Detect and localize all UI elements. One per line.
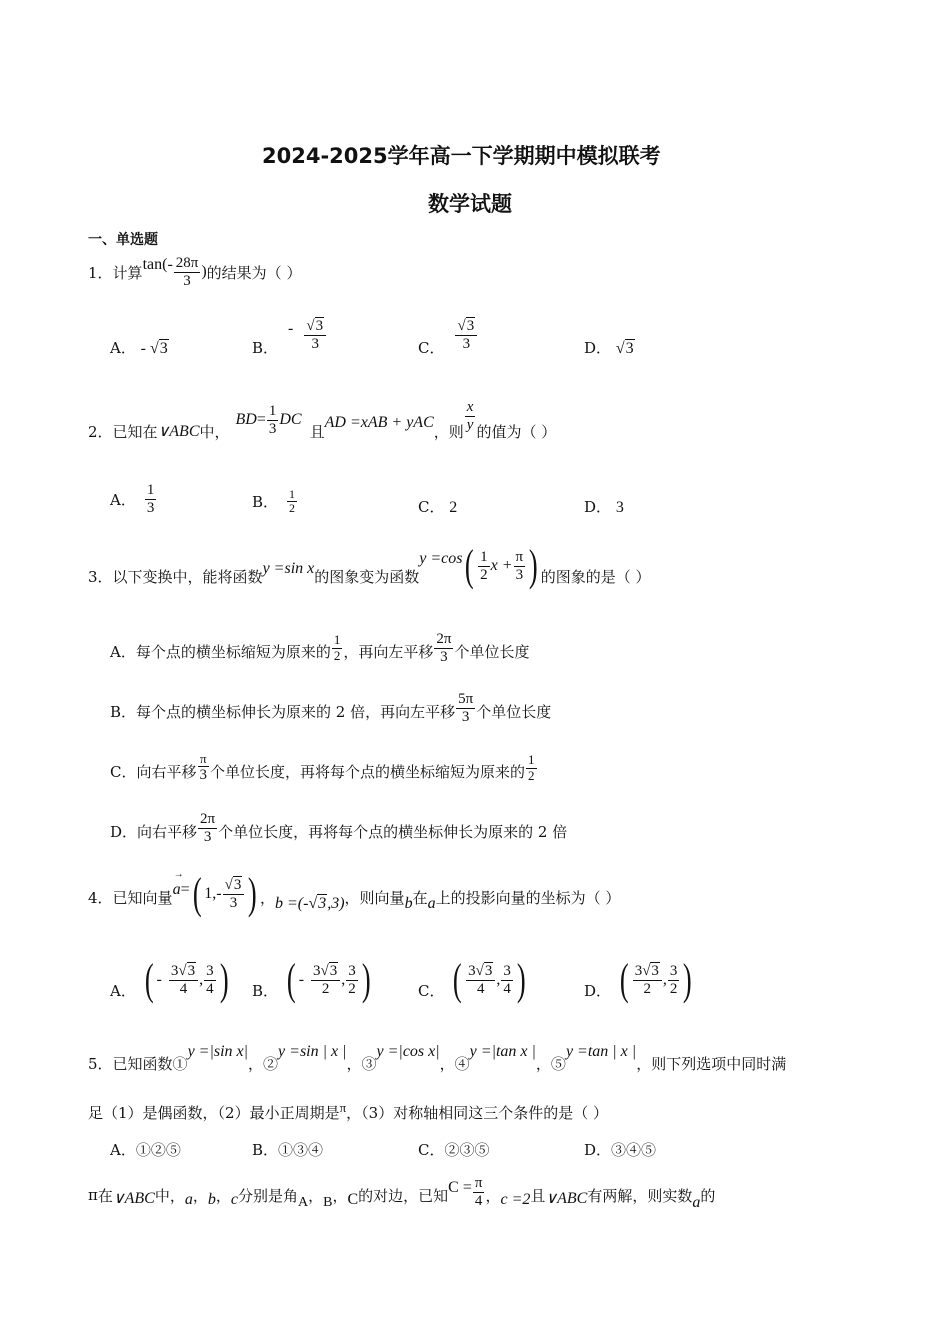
question-text: 以下变换中，能将函数 [112, 567, 263, 586]
option-label: C． [418, 498, 445, 516]
option-c[interactable] [110, 746, 538, 790]
question-number: 4． [88, 888, 113, 907]
question-text: 分别是角 [237, 1186, 298, 1205]
question-text: 的图象变为函数 [314, 567, 420, 586]
left-paren: ( [144, 955, 154, 1004]
denominator: 4 [503, 980, 511, 997]
numerator: 3 [206, 963, 214, 979]
pi-symbol: π [339, 1100, 347, 1115]
denominator: 3 [203, 828, 212, 845]
option-value: √3 [615, 340, 634, 357]
math-term: c =2 [500, 1191, 531, 1208]
option-label: A． [110, 339, 136, 357]
question-number: 1． [88, 263, 113, 282]
fraction [501, 963, 513, 997]
question-text: 且 [530, 1186, 546, 1205]
denominator: 3 [440, 648, 448, 665]
fraction [478, 549, 490, 583]
fraction [145, 482, 157, 516]
vector-equation: AD =xAB + yAC [324, 414, 434, 431]
triangle-symbol: ∨ABC [545, 1190, 588, 1207]
fraction [668, 963, 680, 997]
option-text: 每个点的横坐标缩短为原来的 [135, 642, 331, 661]
numerator: 2π [200, 811, 216, 827]
numerator: 3 [669, 963, 678, 979]
numerator: 3√3 [169, 963, 198, 981]
fraction [514, 549, 526, 583]
comma: ， [308, 1186, 324, 1205]
numerator: π [515, 549, 524, 565]
option-label: B． [252, 338, 279, 357]
numerator: 3√3 [311, 963, 340, 981]
left-paren: ( [453, 955, 463, 1004]
option-label: B． [252, 981, 279, 1000]
vector-bd: BD [235, 411, 257, 428]
option-text: 向右平移 [136, 762, 197, 781]
fraction [455, 318, 477, 352]
left-paren: ( [465, 541, 475, 590]
comma: ， [215, 1186, 231, 1205]
option-label: A． [110, 1141, 136, 1159]
denominator: 4 [206, 980, 214, 997]
numerator: √3 [304, 318, 326, 336]
fraction [287, 488, 297, 515]
angle-c: C [347, 1191, 359, 1208]
page-subtitle: 数学试题 [428, 192, 512, 216]
option-d[interactable] [584, 1139, 656, 1160]
function-4: y =|tan x | [469, 1043, 536, 1060]
question-text: 的结果为（ ） [206, 263, 302, 282]
fraction [526, 753, 537, 783]
question-text: 中， [199, 422, 230, 441]
question-text: 已知向量 [112, 888, 173, 907]
numerator: 1 [528, 752, 535, 768]
fraction [169, 963, 198, 997]
numerator: 1 [146, 482, 155, 498]
numerator: 1 [268, 403, 277, 419]
option-a[interactable] [110, 1139, 181, 1160]
option-a[interactable] [110, 626, 529, 670]
fraction [204, 963, 216, 997]
question-number: 5． [88, 1054, 113, 1073]
option-d[interactable] [584, 954, 695, 1006]
question-text: 已知函数① [112, 1054, 188, 1073]
option-label: D． [584, 339, 612, 357]
left-paren: ( [619, 955, 629, 1004]
option-b[interactable] [252, 488, 298, 515]
equals-sign: = [180, 881, 190, 898]
function-5: y =tan | x | [565, 1043, 637, 1060]
option-label: A． [110, 642, 136, 661]
minus-sign: - [298, 971, 305, 988]
side-a: a [184, 1191, 193, 1208]
question-text: 已知在 [112, 422, 158, 441]
comma: , [341, 971, 346, 988]
question-text: 在 [412, 888, 428, 907]
denominator: 3 [461, 708, 470, 725]
left-paren: ( [286, 955, 296, 1004]
question-text: 的 [700, 1186, 716, 1205]
option-text: 向右平移 [137, 822, 198, 841]
option-text: ，再向左平移 [343, 642, 434, 661]
option-label: B． [252, 493, 279, 512]
option-d[interactable] [584, 337, 635, 358]
option-text: 个单位长度，再将每个点的横坐标伸长为原来的 2 倍 [218, 822, 568, 841]
option-value: - √3 [140, 340, 168, 357]
option-b[interactable] [110, 686, 551, 730]
right-paren: ) [219, 955, 229, 1004]
question-text: 在 [97, 1186, 113, 1205]
denominator: 2 [480, 566, 488, 583]
numerator: 3√3 [633, 963, 662, 981]
question-text: ，③ [346, 1054, 377, 1073]
question-number: 2． [88, 422, 113, 441]
denominator: 2 [289, 501, 296, 516]
option-value: 3 [615, 499, 624, 516]
question-text: 中， [154, 1186, 185, 1205]
question-number: π [88, 1186, 98, 1204]
denominator: 3 [311, 335, 319, 352]
math-expression: ) [201, 263, 207, 280]
question-text: 的对边，已知 [358, 1186, 449, 1205]
option-label: B． [252, 1141, 279, 1159]
option-value: ①②⑤ [135, 1141, 181, 1159]
numerator: π [199, 751, 207, 767]
denominator: 3 [515, 566, 524, 583]
numerator: 3 [348, 963, 356, 979]
function-cos: y =cos [419, 550, 463, 567]
option-text: 每个点的横坐标伸长为原来的 2 倍，再向左平移 [136, 702, 456, 721]
math-term: C = [448, 1179, 472, 1196]
numerator: 5π [458, 691, 474, 707]
fraction [267, 403, 279, 437]
vector-a: → a [172, 869, 184, 898]
page-title: 2024-2025学年高一下学期期中模拟联考 [262, 144, 661, 168]
vector-a-ref: a [427, 895, 436, 912]
denominator: 2 [348, 980, 356, 997]
denominator: 4 [474, 1192, 483, 1209]
fraction [198, 811, 217, 845]
option-label: C． [418, 338, 445, 357]
math-term: 1,- [204, 885, 222, 902]
right-paren: ) [248, 869, 258, 918]
option-label: D． [584, 1141, 612, 1159]
numerator: 1 [480, 549, 488, 565]
right-paren: ) [529, 541, 538, 590]
numerator: 1 [289, 487, 296, 501]
numerator: π [474, 1175, 483, 1191]
triangle-symbol: ∨ABC [157, 423, 200, 440]
denominator: 3 [229, 894, 238, 911]
side-b: b [207, 1191, 216, 1208]
question-text: 且 [309, 422, 325, 441]
right-paren: ) [516, 955, 526, 1004]
fraction [223, 877, 245, 911]
vector-b-expr: b =(-√3,3) [274, 895, 345, 912]
triangle-symbol: ∨ABC [112, 1190, 155, 1207]
denominator: 3 [199, 767, 207, 784]
numerator: 2π [436, 631, 452, 647]
denominator: 2 [643, 980, 652, 997]
equals-sign: = [256, 411, 266, 428]
comma: ， [192, 1186, 208, 1205]
option-minus: - [288, 320, 294, 337]
option-text: 个单位长度，再将每个点的横坐标缩短为原来的 [210, 762, 526, 781]
option-d[interactable] [584, 496, 624, 517]
fraction [198, 752, 210, 784]
left-paren: ( [192, 869, 202, 918]
option-value: 2 [449, 499, 458, 516]
option-value: ②③⑤ [444, 1141, 490, 1159]
numerator: √3 [223, 877, 245, 895]
right-paren: ) [361, 955, 371, 1004]
right-paren: ) [683, 955, 693, 1004]
comma: , [496, 971, 501, 988]
option-b[interactable] [252, 954, 373, 1006]
fraction [174, 255, 201, 289]
comma: ， [485, 1186, 501, 1205]
denominator: y [466, 416, 474, 433]
function-2: y =sin | x | [278, 1043, 347, 1060]
option-value: ③④⑤ [611, 1141, 657, 1159]
fraction [332, 633, 343, 663]
question-4 [88, 868, 620, 920]
question-text: ，（3）对称轴相同这三个条件的是（ ） [346, 1104, 608, 1122]
option-label: C． [110, 762, 137, 781]
function-sin: y =sin x [262, 560, 315, 577]
option-b[interactable] [252, 312, 327, 358]
option-label: C． [418, 1141, 445, 1159]
numerator: 1 [333, 632, 341, 648]
vector-b: b [404, 895, 413, 912]
numerator: x [466, 399, 474, 415]
fraction [633, 963, 662, 997]
denominator: 2 [333, 647, 341, 663]
question-text: 足（1）是偶函数，（2）最小正周期是 [88, 1104, 340, 1122]
side-c: c [230, 1191, 238, 1208]
comma: ， [332, 1186, 348, 1205]
question-text: 上的投影向量的坐标为（ ） [435, 888, 621, 907]
question-1 [88, 250, 301, 294]
question-text: 有两解，则实数 [587, 1186, 693, 1205]
question-5 [88, 1040, 786, 1072]
question-6 [88, 1168, 715, 1216]
denominator: 2 [528, 767, 535, 783]
option-c[interactable] [418, 1139, 490, 1160]
option-label: A． [110, 981, 136, 1000]
angle-b: B [323, 1195, 333, 1210]
numerator: 3√3 [466, 963, 495, 981]
question-5-line-2 [88, 1102, 608, 1123]
denominator: 3 [268, 420, 277, 437]
question-text: 的值为（ ） [476, 422, 557, 441]
question-text: ，② [248, 1054, 279, 1073]
option-label: B． [110, 702, 137, 721]
numerator: √3 [455, 318, 477, 336]
option-d[interactable] [110, 806, 567, 850]
denominator: 3 [462, 335, 471, 352]
question-text: ，⑤ [535, 1054, 566, 1073]
fraction [304, 318, 326, 352]
fraction [456, 691, 475, 725]
question-text: 的图象的是（ ） [540, 567, 651, 586]
denominator: 4 [477, 980, 485, 997]
fraction [311, 963, 340, 997]
comma: , [199, 971, 204, 988]
denominator: 2 [321, 980, 330, 997]
option-label: D． [584, 981, 612, 1000]
minus-sign: - [156, 971, 162, 988]
angle-a: A [297, 1195, 309, 1210]
function-1: y =|sin x| [187, 1043, 249, 1060]
vector-dc: DC [279, 411, 302, 428]
fraction [473, 1175, 485, 1209]
option-a[interactable] [110, 482, 157, 516]
option-value: ①③④ [278, 1141, 324, 1159]
question-text: 计算 [112, 263, 143, 282]
question-text: ，则向量 [344, 888, 405, 907]
option-a[interactable] [110, 954, 231, 1006]
function-3: y =|cos x| [376, 1043, 440, 1060]
question-text: ， [259, 888, 275, 907]
comma: , [662, 971, 667, 988]
option-label: A． [110, 490, 136, 509]
option-text: 个单位长度 [476, 702, 552, 721]
option-c[interactable] [418, 954, 529, 1006]
option-label: C． [418, 981, 445, 1000]
option-c[interactable] [418, 496, 457, 517]
math-expression: tan(- [142, 256, 173, 273]
numerator: 28π [175, 255, 199, 271]
option-label: D． [584, 498, 612, 516]
denominator: 4 [179, 980, 188, 997]
variable-a: a [692, 1194, 701, 1211]
question-text: ，则 [433, 422, 464, 441]
question-3 [88, 542, 651, 590]
option-text: 个单位长度 [454, 642, 530, 661]
denominator: 3 [183, 272, 191, 289]
denominator: 2 [669, 980, 678, 997]
section-heading: 一、单选题 [88, 232, 158, 248]
fraction [346, 963, 358, 997]
fraction [466, 963, 495, 997]
numerator: 3 [503, 963, 511, 979]
denominator: 3 [146, 499, 155, 516]
question-number: 3． [88, 567, 113, 586]
option-b[interactable] [252, 1139, 323, 1160]
question-2 [88, 396, 556, 444]
math-term: x + [490, 557, 513, 574]
fraction [465, 399, 476, 433]
question-text: ，④ [439, 1054, 470, 1073]
fraction [434, 631, 453, 665]
option-c[interactable] [418, 312, 478, 358]
option-a[interactable] [110, 337, 169, 358]
question-text: ，则下列选项中同时满 [636, 1054, 787, 1073]
option-label: D． [110, 822, 138, 841]
